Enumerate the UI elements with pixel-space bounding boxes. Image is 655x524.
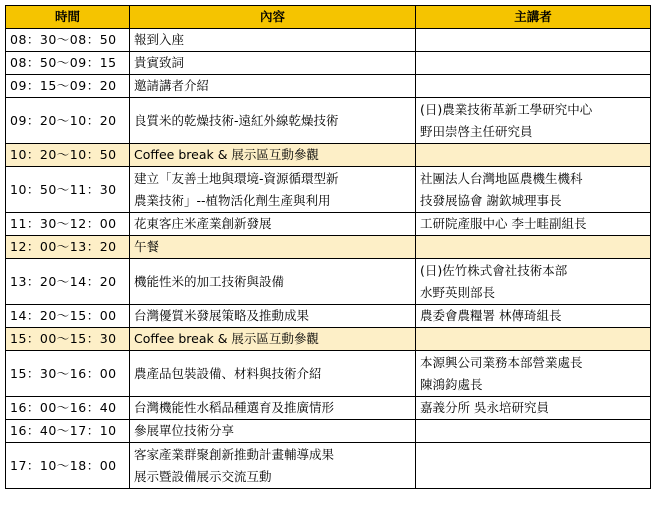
content-line: Coffee break & 展示區互動參觀 (134, 331, 319, 346)
content-cell (130, 52, 416, 75)
speaker-cell (416, 167, 651, 213)
content-cell (130, 397, 416, 420)
speaker-line: 技發展協會 謝欽城理事長 (420, 192, 562, 208)
content-cell (130, 144, 416, 167)
header-row (6, 6, 651, 29)
time-cell: 15：00～15：30 (6, 328, 130, 351)
time-cell: 15：30～16：00 (6, 351, 130, 397)
speaker-line: 本源興公司業務本部營業處長 (420, 354, 583, 370)
speaker-line: (日)佐竹株式會社技術本部 (420, 262, 568, 278)
content-line: 午餐 (134, 239, 160, 254)
table-row (6, 213, 651, 236)
speaker-cell (416, 236, 651, 259)
time-cell: 14：20～15：00 (6, 305, 130, 328)
header-time: 時間 (6, 6, 130, 29)
speaker-cell (416, 29, 651, 52)
time-cell: 08：50～09：15 (6, 52, 130, 75)
table-row (6, 29, 651, 52)
table-row (6, 420, 651, 443)
content-line: 台灣機能性水稻品種選育及推廣情形 (134, 400, 335, 415)
content-cell (130, 236, 416, 259)
speaker-cell (416, 443, 651, 489)
speaker-cell (416, 144, 651, 167)
speaker-line: 水野英則部長 (420, 284, 496, 300)
table-row (6, 144, 651, 167)
content-line: 良質米的乾燥技術-遠紅外線乾燥技術 (134, 112, 339, 128)
time-cell: 16：00～16：40 (6, 397, 130, 420)
content-cell (130, 167, 416, 213)
speaker-cell (416, 305, 651, 328)
speaker-cell (416, 259, 651, 305)
speaker-cell (416, 75, 651, 98)
content-line: 參展單位技術分享 (134, 423, 235, 438)
time-cell: 17：10～18：00 (6, 443, 130, 489)
speaker-line: 嘉義分所 吳永培研究員 (420, 400, 549, 415)
time-cell: 09：20～10：20 (6, 98, 130, 144)
content-cell (130, 443, 416, 489)
speaker-cell (416, 52, 651, 75)
time-cell: 12：00～13：20 (6, 236, 130, 259)
table-row (6, 98, 651, 144)
header-speaker: 主講者 (416, 6, 651, 29)
time-cell: 16：40～17：10 (6, 420, 130, 443)
content-line: 花東客庄米產業創新發展 (134, 216, 272, 231)
content-line: 客家產業群聚創新推動計畫輔導成果 (134, 446, 335, 462)
table-row (6, 443, 651, 489)
content-line: 建立「友善土地與環境-資源循環型新 (134, 170, 339, 186)
table-row (6, 167, 651, 213)
time-cell: 08：30～08：50 (6, 29, 130, 52)
table-row (6, 75, 651, 98)
content-cell (130, 29, 416, 52)
content-cell (130, 75, 416, 98)
speaker-cell (416, 351, 651, 397)
time-cell: 11：30～12：00 (6, 213, 130, 236)
time-cell: 10：20～10：50 (6, 144, 130, 167)
schedule-table (5, 5, 651, 489)
table-row (6, 397, 651, 420)
table-row (6, 351, 651, 397)
speaker-line: 社團法人台灣地區農機生機科 (420, 170, 583, 186)
speaker-line: 陳鴻鈞處長 (420, 376, 483, 392)
time-cell: 13：20～14：20 (6, 259, 130, 305)
content-line: 農業技術」--植物活化劑生產與利用 (134, 192, 331, 208)
content-cell (130, 259, 416, 305)
speaker-line: 野田崇啓主任研究員 (420, 123, 533, 139)
content-cell (130, 420, 416, 443)
speaker-cell (416, 328, 651, 351)
content-line: 展示暨設備展示交流互動 (134, 468, 272, 484)
table-row (6, 328, 651, 351)
table-row (6, 305, 651, 328)
table-row (6, 259, 651, 305)
speaker-cell (416, 213, 651, 236)
table-row (6, 52, 651, 75)
speaker-cell (416, 98, 651, 144)
content-line: Coffee break & 展示區互動參觀 (134, 147, 319, 162)
speaker-line: 工研院產服中心 李士畦副組長 (420, 216, 587, 231)
content-line: 機能性米的加工技術與設備 (134, 273, 285, 289)
content-cell (130, 328, 416, 351)
content-cell (130, 305, 416, 328)
content-line: 報到入座 (134, 32, 185, 47)
table-row (6, 236, 651, 259)
schedule-body (6, 29, 651, 489)
header-content: 內容 (130, 6, 416, 29)
speaker-line: (日)農業技術革新工學研究中心 (420, 101, 593, 117)
content-cell (130, 351, 416, 397)
speaker-line: 農委會農糧署 林傳琦組長 (420, 308, 562, 323)
content-line: 農產品包裝設備、材料與技術介紹 (134, 365, 322, 381)
speaker-cell (416, 397, 651, 420)
content-cell (130, 98, 416, 144)
content-line: 邀請講者介紹 (134, 78, 210, 93)
content-line: 台灣優質米發展策略及推動成果 (134, 308, 310, 323)
content-line: 貴賓致詞 (134, 55, 185, 70)
content-cell (130, 213, 416, 236)
time-cell: 10：50～11：30 (6, 167, 130, 213)
speaker-cell (416, 420, 651, 443)
time-cell: 09：15～09：20 (6, 75, 130, 98)
